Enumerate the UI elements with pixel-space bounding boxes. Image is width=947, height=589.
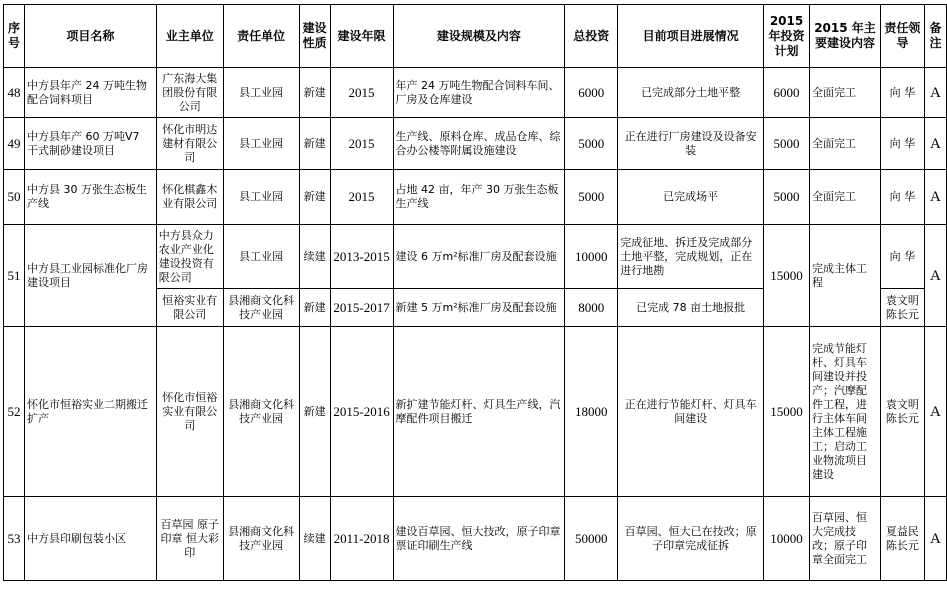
cell-period: 2015-2016 bbox=[330, 327, 393, 497]
header-row bbox=[4, 5, 947, 68]
cell-owner: 广东海大集团股份有限公司 bbox=[156, 68, 223, 118]
cell-total: 50000 bbox=[565, 497, 618, 581]
cell-nature: 新建 bbox=[299, 327, 330, 497]
cell-owner: 怀化市明达建材有限公司 bbox=[156, 118, 223, 170]
cell-leader: 袁文明 陈长元 bbox=[880, 289, 924, 327]
project-table bbox=[3, 4, 947, 581]
cell-period: 2013-2015 bbox=[330, 225, 393, 289]
cell-total: 6000 bbox=[565, 68, 618, 118]
cell-owner: 怀化市恒裕实业有限公司 bbox=[156, 327, 223, 497]
cell-nature: 新建 bbox=[299, 118, 330, 170]
header-progress: 目前项目进展情况 bbox=[618, 5, 764, 68]
cell-note: A bbox=[924, 497, 946, 581]
table-row bbox=[4, 497, 947, 581]
table-row bbox=[4, 327, 947, 497]
cell-progress: 正在进行节能灯杆、灯具车间建设 bbox=[618, 327, 764, 497]
cell-leader: 袁文明 陈长元 bbox=[880, 327, 924, 497]
table-row bbox=[4, 170, 947, 225]
table-row bbox=[4, 225, 947, 289]
cell-total: 5000 bbox=[565, 118, 618, 170]
cell-resp-unit: 县工业园 bbox=[223, 118, 299, 170]
cell-total: 10000 bbox=[565, 225, 618, 289]
cell-seq: 48 bbox=[4, 68, 25, 118]
cell-scale: 新建 5 万m²标准厂房及配套设施 bbox=[393, 289, 565, 327]
cell-total: 18000 bbox=[565, 327, 618, 497]
cell-nature: 续建 bbox=[299, 497, 330, 581]
cell-nature: 新建 bbox=[299, 170, 330, 225]
cell-nature: 新建 bbox=[299, 289, 330, 327]
cell-name: 中方县年产 24 万吨生物配合饲料项目 bbox=[24, 68, 156, 118]
cell-seq: 51 bbox=[4, 225, 25, 327]
cell-progress: 已完成部分土地平整 bbox=[618, 68, 764, 118]
cell-scale: 年产 24 万吨生物配合饲料车间、厂房及仓库建设 bbox=[393, 68, 565, 118]
cell-owner: 百草园 原子印章 恒大彩印 bbox=[156, 497, 223, 581]
cell-leader: 向 华 bbox=[880, 118, 924, 170]
cell-resp-unit: 县工业园 bbox=[223, 68, 299, 118]
cell-content2015: 完成节能灯杆、灯具车间建设并投产；汽摩配件工程，进行主体车间主体工程施工；启动工业物流项目建设 bbox=[810, 327, 881, 497]
cell-owner: 中方县众力农业产业化建设投资有限公司 bbox=[156, 225, 223, 289]
header-leader: 责任领导 bbox=[880, 5, 924, 68]
cell-leader: 向 华 bbox=[880, 225, 924, 289]
cell-progress: 百草园、恒大已在技改；原子印章完成征拆 bbox=[618, 497, 764, 581]
header-resp-unit: 责任单位 bbox=[223, 5, 299, 68]
cell-name: 怀化市恒裕实业二期搬迁扩产 bbox=[24, 327, 156, 497]
cell-leader: 向 华 bbox=[880, 170, 924, 225]
cell-content2015: 全面完工 bbox=[810, 170, 881, 225]
cell-total: 8000 bbox=[565, 289, 618, 327]
cell-leader: 向 华 bbox=[880, 68, 924, 118]
cell-owner: 怀化棋鑫木业有限公司 bbox=[156, 170, 223, 225]
cell-progress: 已完成 78 亩土地报批 bbox=[618, 289, 764, 327]
header-content2015: 2015 年主要建设内容 bbox=[810, 5, 881, 68]
cell-scale: 生产线、原料仓库、成品仓库、综合办公楼等附属设施建设 bbox=[393, 118, 565, 170]
cell-seq: 49 bbox=[4, 118, 25, 170]
cell-plan2015: 5000 bbox=[764, 170, 810, 225]
cell-plan2015: 6000 bbox=[764, 68, 810, 118]
cell-nature: 新建 bbox=[299, 68, 330, 118]
header-period: 建设年限 bbox=[330, 5, 393, 68]
cell-total: 5000 bbox=[565, 170, 618, 225]
cell-period: 2011-2018 bbox=[330, 497, 393, 581]
cell-nature: 续建 bbox=[299, 225, 330, 289]
header-seq: 序号 bbox=[4, 5, 25, 68]
cell-note: A bbox=[924, 225, 946, 327]
cell-plan2015: 5000 bbox=[764, 118, 810, 170]
cell-scale: 占地 42 亩，年产 30 万张生态板生产线 bbox=[393, 170, 565, 225]
cell-seq: 52 bbox=[4, 327, 25, 497]
cell-resp-unit: 县湘商文化科技产业园 bbox=[223, 327, 299, 497]
cell-name: 中方县工业园标准化厂房建设项目 bbox=[24, 225, 156, 327]
cell-scale: 建设百草园、恒大技改，原子印章票证印刷生产线 bbox=[393, 497, 565, 581]
cell-period: 2015 bbox=[330, 118, 393, 170]
cell-resp-unit: 县工业园 bbox=[223, 225, 299, 289]
cell-plan2015: 15000 bbox=[764, 225, 810, 327]
cell-name: 中方县年产 60 万吨V7 干式制砂建设项目 bbox=[24, 118, 156, 170]
cell-period: 2015 bbox=[330, 68, 393, 118]
cell-scale: 新扩建节能灯杆、灯具生产线，汽摩配件项目搬迁 bbox=[393, 327, 565, 497]
header-name: 项目名称 bbox=[24, 5, 156, 68]
cell-content2015: 百草园、恒大完成技改；原子印章全面完工 bbox=[810, 497, 881, 581]
cell-plan2015: 10000 bbox=[764, 497, 810, 581]
cell-resp-unit: 县工业园 bbox=[223, 170, 299, 225]
cell-period: 2015-2017 bbox=[330, 289, 393, 327]
cell-progress: 正在进行厂房建设及设备安装 bbox=[618, 118, 764, 170]
cell-period: 2015 bbox=[330, 170, 393, 225]
cell-content2015: 全面完工 bbox=[810, 118, 881, 170]
cell-content2015: 完成主体工程 bbox=[810, 225, 881, 327]
cell-seq: 50 bbox=[4, 170, 25, 225]
cell-name: 中方县 30 万张生态板生产线 bbox=[24, 170, 156, 225]
cell-progress: 已完成场平 bbox=[618, 170, 764, 225]
cell-note: A bbox=[924, 327, 946, 497]
cell-progress: 完成征地、拆迁及完成部分土地平整，完成规划，正在进行地勘 bbox=[618, 225, 764, 289]
header-note: 备注 bbox=[924, 5, 946, 68]
cell-seq: 53 bbox=[4, 497, 25, 581]
header-owner: 业主单位 bbox=[156, 5, 223, 68]
cell-note: A bbox=[924, 118, 946, 170]
cell-note: A bbox=[924, 68, 946, 118]
cell-resp-unit: 县湘商文化科技产业园 bbox=[223, 289, 299, 327]
cell-plan2015: 15000 bbox=[764, 327, 810, 497]
header-nature: 建设性质 bbox=[299, 5, 330, 68]
cell-leader: 夏益民 陈长元 bbox=[880, 497, 924, 581]
table-row bbox=[4, 68, 947, 118]
cell-name: 中方县印刷包装小区 bbox=[24, 497, 156, 581]
header-total: 总投资 bbox=[565, 5, 618, 68]
cell-resp-unit: 县湘商文化科技产业园 bbox=[223, 497, 299, 581]
header-plan2015: 2015 年投资计划 bbox=[764, 5, 810, 68]
cell-note: A bbox=[924, 170, 946, 225]
table-row bbox=[4, 118, 947, 170]
cell-owner: 恒裕实业有限公司 bbox=[156, 289, 223, 327]
cell-content2015: 全面完工 bbox=[810, 68, 881, 118]
header-scale: 建设规模及内容 bbox=[393, 5, 565, 68]
cell-scale: 建设 6 万m²标准厂房及配套设施 bbox=[393, 225, 565, 289]
